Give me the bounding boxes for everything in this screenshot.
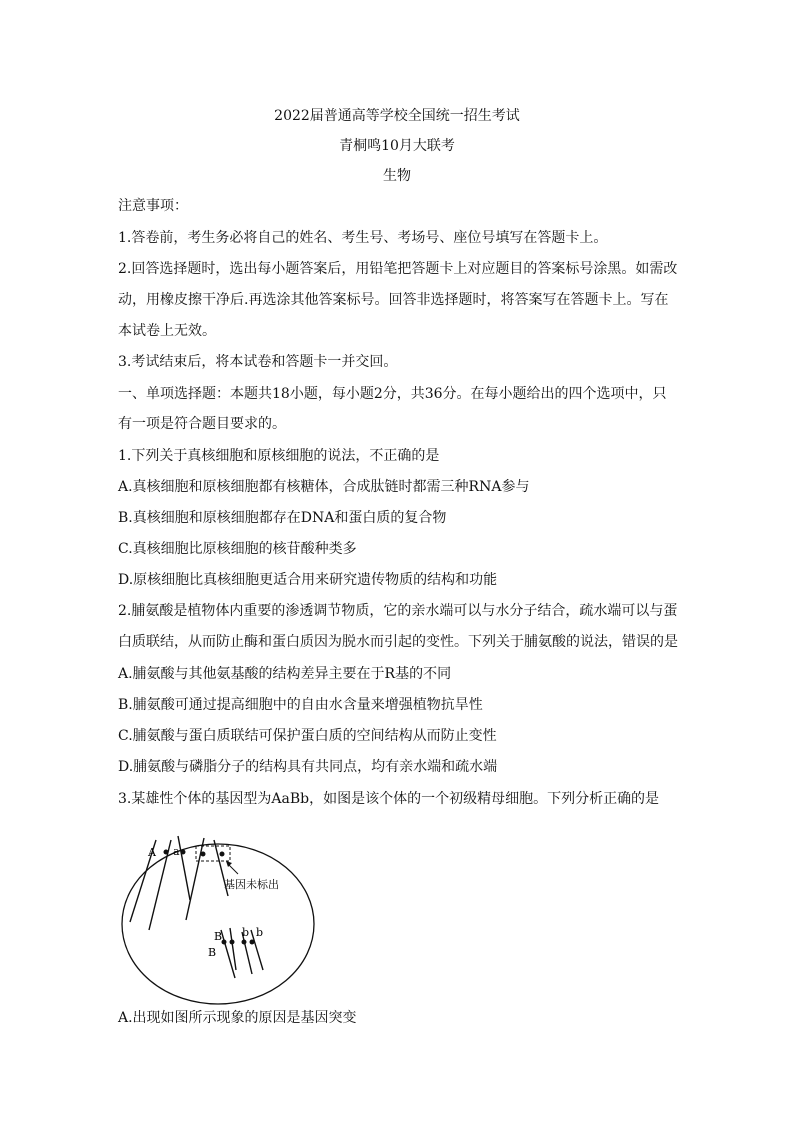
gene-label-b-lower-2: b	[256, 926, 264, 939]
gene-label-a-lower: a	[173, 845, 180, 858]
notice-item-3: 3.考试结束后，将本试卷和答题卡一并交回。	[118, 354, 398, 370]
centromere	[181, 850, 186, 855]
notice-heading: 注意事项：	[118, 198, 188, 214]
notice-item-2-line-1: 2.回答选择题时，选出每小题答案后，用铅笔把答题卡上对应题目的答案标号涂黑。如需改	[118, 261, 678, 277]
question-2-option-a: A.脯氨酸与其他氨基酸的结构差异主要在于R基的不同	[118, 666, 452, 682]
question-1-option-c: C.真核细胞比原核细胞的核苷酸种类多	[118, 541, 357, 557]
subject-name: 生物	[383, 168, 411, 184]
section-1-intro-line-1: 一、单项选择题：本题共18小题，每小题2分，共36分。在每小题给出的四个选项中，只	[118, 386, 667, 402]
cell-diagram	[118, 832, 318, 1008]
gene-label-a-upper: A	[148, 846, 156, 859]
centromere	[230, 940, 235, 945]
gene-label-b-bottom: B	[207, 946, 217, 959]
arrow-head-icon	[226, 861, 232, 867]
question-2-stem-line-2: 白质联结，从而防止酶和蛋白质因为脱水而引起的变性。下列关于脯氨酸的说法，错误的是	[118, 634, 678, 650]
chromatid-line	[186, 838, 204, 920]
question-2-stem-line-1: 2.脯氨酸是植物体内重要的渗透调节物质，它的亲水端可以与水分子结合，疏水端可以与蛋	[118, 603, 678, 619]
gene-label-b-top: B	[213, 930, 223, 943]
chromatid-line	[178, 836, 190, 900]
centromere	[222, 940, 227, 945]
question-3-option-a: A.出现如图所示现象的原因是基因突变	[118, 1010, 357, 1026]
question-1-option-b: B.真核细胞和原核细胞都存在DNA和蛋白质的复合物	[118, 510, 447, 526]
exam-subtitle: 青桐鸣10月大联考	[339, 138, 455, 154]
exam-title: 2022届普通高等学校全国统一招生考试	[274, 108, 520, 124]
centromere	[242, 940, 247, 945]
question-2-option-d: D.脯氨酸与磷脂分子的结构具有共同点，均有亲水端和疏水端	[118, 759, 498, 775]
figure-note: 基因未标出	[224, 878, 279, 891]
centromere	[220, 852, 225, 857]
question-2-option-b: B.脯氨酸可通过提高细胞中的自由水含量来增强植物抗旱性	[118, 697, 483, 713]
centromere	[201, 852, 206, 857]
primary-spermatocyte-figure	[118, 832, 318, 1008]
centromere	[250, 940, 255, 945]
gene-label-b-lower-1: b	[242, 926, 250, 939]
centromere	[164, 850, 169, 855]
chromatid-line	[221, 930, 235, 978]
question-1-option-d: D.原核细胞比真核细胞更适合用来研究遗传物质的结构和功能	[118, 572, 498, 588]
question-2-option-c: C.脯氨酸与蛋白质联结可保护蛋白质的空间结构从而防止变性	[118, 728, 497, 744]
question-1-stem: 1.下列关于真核细胞和原核细胞的说法，不正确的是	[118, 448, 440, 464]
section-1-intro-line-2: 有一项是符合题目要求的。	[118, 416, 286, 432]
question-1-option-a: A.真核细胞和原核细胞都有核糖体，合成肽链时都需三种RNA参与	[118, 479, 530, 495]
notice-item-2-line-3: 本试卷上无效。	[118, 323, 216, 339]
notice-item-2-line-2: 动，用橡皮擦干净后.再选涂其他答案标号。回答非选择题时，将答案写在答题卡上。写在	[118, 292, 669, 308]
question-3-stem: 3.某雄性个体的基因型为AaBb，如图是该个体的一个初级精母细胞。下列分析正确的是	[118, 791, 660, 807]
notice-item-1: 1.答卷前，考生务必将自己的姓名、考生号、考场号、座位号填写在答题卡上。	[118, 230, 608, 246]
